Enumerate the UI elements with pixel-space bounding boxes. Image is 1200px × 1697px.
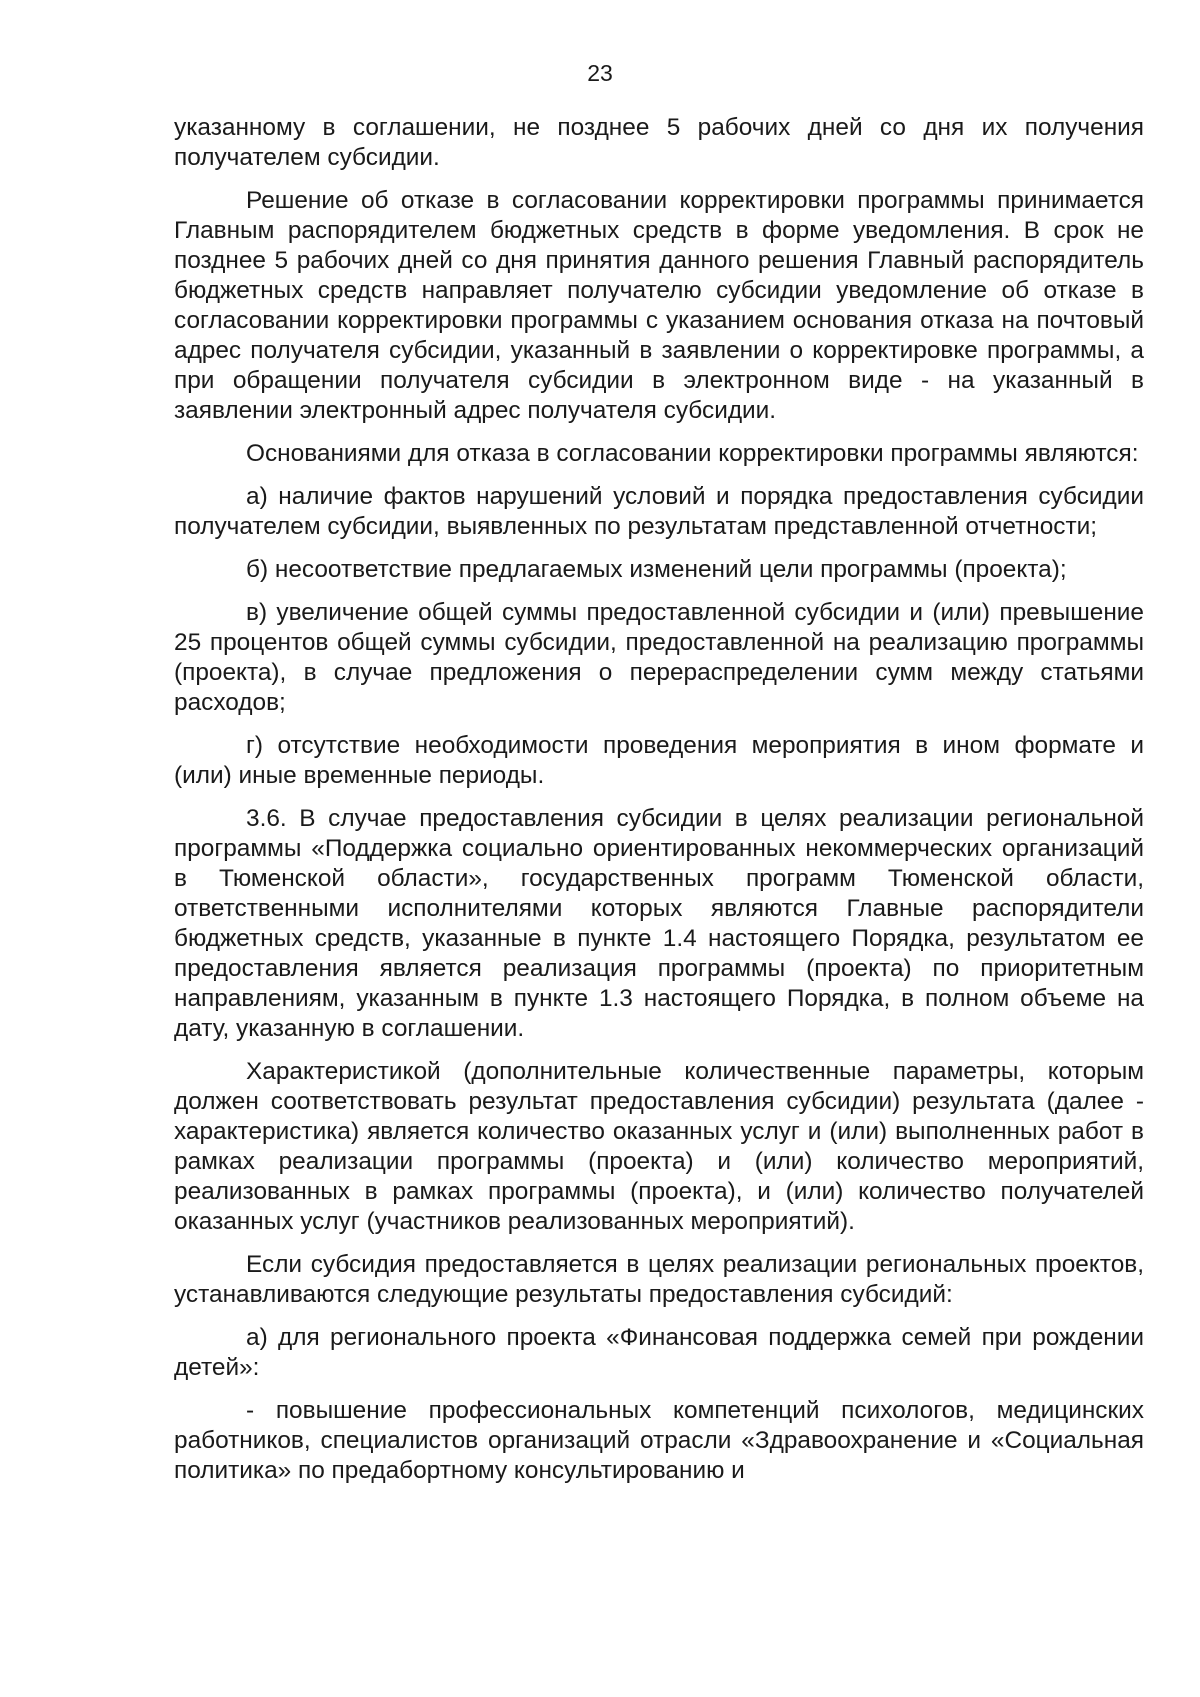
section-3-6: 3.6. В случае предоставления субсидии в целях реализации региональной программы «Поддержка социально ориентированных некоммерческих организаций в Тюменской области», государственных программ Тюменской области, ответственными исполнителями которых являются Главные распорядители бюджетных средств, указанные в пункте 1.4 настоящего Порядка, результатом ее предоставления является реализация программы (проекта) по приоритетным направлениям, указанным в пункте 1.3 настоящего Порядка, в полном объеме на дату, указанную в соглашении. [174,805,1144,1042]
list-item-g-no-need: г) отсутствие необходимости проведения мероприятия в ином формате и (или) иные временные периоды. [174,732,1144,789]
document-body [174,113,1144,1486]
page-number: 23 [587,60,613,86]
paragraph-refusal-decision: Решение об отказе в согласовании корректировки программы принимается Главным распорядителем бюджетных средств в форме уведомления. В срок не позднее 5 рабочих дней со дня принятия данного решения Главный распорядитель бюджетных средств направляет получателю субсидии уведомление об отказе в согласовании корректировки программы с указанием основания отказа на почтовый адрес получателя субсидии, указанный в заявлении о корректировке программы, а при обращении получателя субсидии в электронном виде - на указанный в заявлении электронный адрес получателя субсидии. [174,187,1144,424]
list-item-b-mismatch: б) несоответствие предлагаемых изменений цели программы (проекта); [246,556,1067,583]
list-item-dash-competencies: - повышение профессиональных компетенций психологов, медицинских работников, специалистов организаций отрасли «Здравоохранение и «Социальная политика» по предабортному консультированию и [174,1397,1144,1484]
list-item-a-regional-project: а) для регионального проекта «Финансовая поддержка семей при рождении детей»: [174,1324,1144,1381]
paragraph-regional-projects: Если субсидия предоставляется в целях реализации региональных проектов, устанавливаются следующие результаты предоставления субсидий: [174,1251,1144,1308]
list-item-v-increase: в) увеличение общей суммы предоставленной субсидии и (или) превышение 25 процентов общей суммы субсидии, предоставленной на реализацию программы (проекта), в случае предложения о перераспределении сумм между статьями расходов; [174,599,1144,716]
list-item-a-violations: а) наличие фактов нарушений условий и порядка предоставления субсидии получателем субсидии, выявленных по результатам представленной отчетности; [174,483,1144,540]
paragraph-characteristic: Характеристикой (дополнительные количественные параметры, которым должен соответствовать результат предоставления субсидии) результата (далее - характеристика) является количество оказанных услуг и (или) выполненных работ в рамках реализации программы (проекта) и (или) количество мероприятий, реализованных в рамках программы (проекта), и (или) количество получателей оказанных услуг (участников реализованных мероприятий). [174,1058,1144,1235]
paragraph-continuation: указанному в соглашении, не позднее 5 рабочих дней со дня их получения получателем субсидии. [174,114,1144,171]
paragraph-refusal-grounds: Основаниями для отказа в согласовании корректировки программы являются: [246,440,1139,467]
